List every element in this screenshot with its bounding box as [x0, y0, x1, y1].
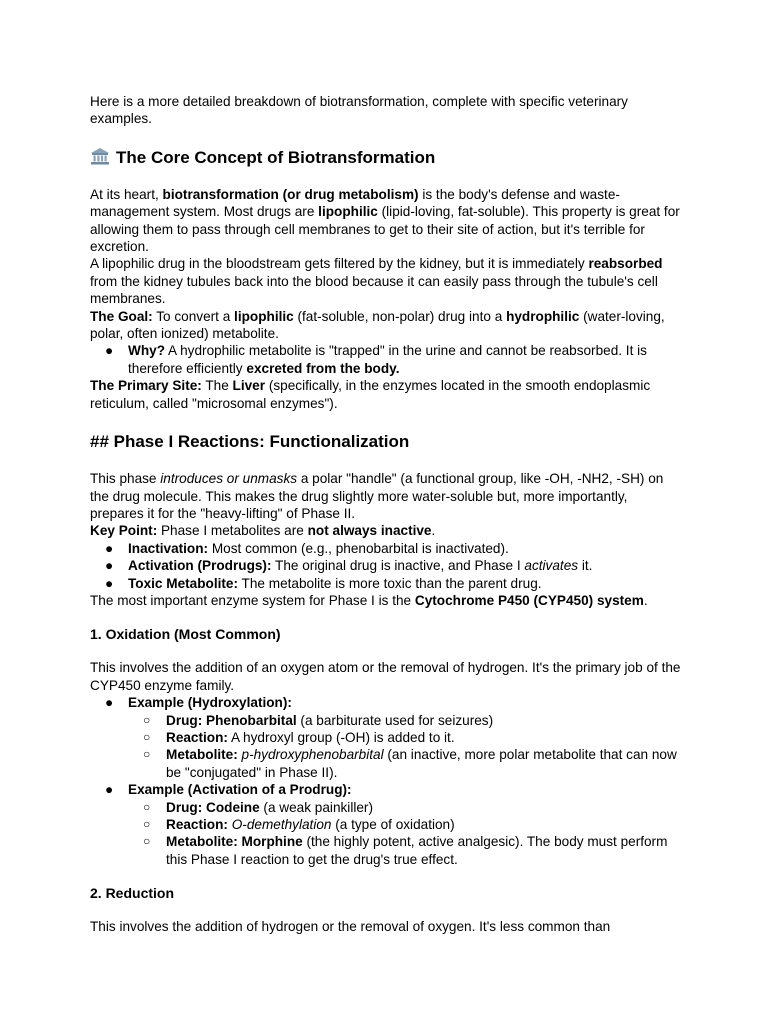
intro-paragraph: Here is a more detailed breakdown of biotransformation, complete with specific veterinary examples. [90, 94, 628, 127]
classical-building-icon [90, 147, 110, 165]
list-item-prodrug: ● Example (Activation of a Prodrug): [105, 782, 352, 798]
reduction-heading-block [90, 884, 682, 902]
reduction-paragraph: This involves the addition of hydrogen or the removal of oxygen. It's less common than [90, 919, 611, 935]
sub-item-drug: ○ Drug: Phenobarbital (a barbiturate used for seizures) [143, 712, 494, 728]
oxidation-examples-list [90, 694, 682, 868]
bullet: ● [105, 343, 114, 359]
sub-item-reaction: ○ Reaction: O-demethylation (a type of oxidation) [143, 817, 455, 832]
document-page [90, 93, 682, 936]
reduction-heading: 2. Reduction [90, 885, 175, 902]
phase1-heading: ## Phase I Reactions: Functionalization [90, 432, 410, 452]
list-item-toxic: ● Toxic Metabolite: The metabolite is more toxic than the parent drug. [105, 575, 542, 591]
goal-paragraph: The Goal: To convert a lipophilic (fat-soluble, non-polar) drug into a hydrophilic (water-loving, polar, often ionized) metabolite. [90, 308, 665, 342]
phase1-heading-block [90, 431, 682, 453]
primary-site-paragraph: The Primary Site: The Liver (specifically, in the enzymes located in the smooth endoplasmic reticulum, called "microsomal enzymes"). [90, 378, 651, 411]
list-item-inactivation: ● Inactivation: Most common (e.g., phenobarbital is inactivated). [105, 540, 509, 556]
key-point-paragraph: Key Point: Phase I metabolites are not always inactive. [90, 523, 436, 539]
why-list [90, 342, 682, 377]
sub-item-reaction: ○ Reaction: A hydroxyl group (-OH) is added to it. [143, 729, 455, 745]
core-paragraph-1: At its heart, biotransformation (or drug metabolism) is the body's defense and waste-management system. Most drugs are lipophilic (lipid-loving, fat-soluble). This property is great for allowing them to pass through cell membranes to get to their site of action, but it's terrible for excretion. [90, 186, 680, 255]
list-item-activation: ● Activation (Prodrugs): The original drug is inactive, and Phase I activates it. [105, 558, 593, 574]
enzyme-paragraph: The most important enzyme system for Phase I is the Cytochrome P450 (CYP450) system. [90, 592, 648, 608]
sub-item-metabolite: ○ Metabolite: p-hydroxyphenobarbital (an inactive, more polar metabolite that can now be "conjugated" in Phase II). [143, 747, 677, 780]
sub-item-drug: ○ Drug: Codeine (a weak painkiller) [143, 799, 373, 815]
list-item-hydroxylation: ● Example (Hydroxylation): [105, 695, 292, 711]
oxidation-paragraph: This involves the addition of an oxygen atom or the removal of hydrogen. It's the primary job of the CYP450 enzyme family. [90, 660, 681, 693]
core-paragraph-2: A lipophilic drug in the bloodstream gets filtered by the kidney, but it is immediately reabsorbed from the kidney tubules back into the blood because it can easily pass through the tubule's cell membranes. [90, 256, 663, 307]
core-heading [90, 147, 682, 169]
core-heading-text: The Core Concept of Biotransformation [116, 147, 436, 167]
phase1-paragraph-1: This phase introduces or unmasks a polar "handle" (a functional group, like -OH, -NH2, -SH) on the drug molecule. This makes the drug slightly more water-soluble but, more importantly, prepares it for the "heavy-lifting" of Phase II. [90, 471, 664, 521]
list-item-why: ● Why? A hydrophilic metabolite is "trapped" in the urine and cannot be reabsorbed. It is therefore efficiently excreted from the body. [105, 343, 647, 376]
oxidation-heading: 1. Oxidation (Most Common) [90, 626, 281, 643]
oxidation-heading-block [90, 625, 682, 643]
phase1-outcomes-list [90, 540, 682, 592]
core-heading-block [90, 147, 682, 169]
sub-item-metabolite: ○ Metabolite: Morphine (the highly potent, active analgesic). The body must perform this Phase I reaction to get the drug's true effect. [143, 834, 668, 867]
